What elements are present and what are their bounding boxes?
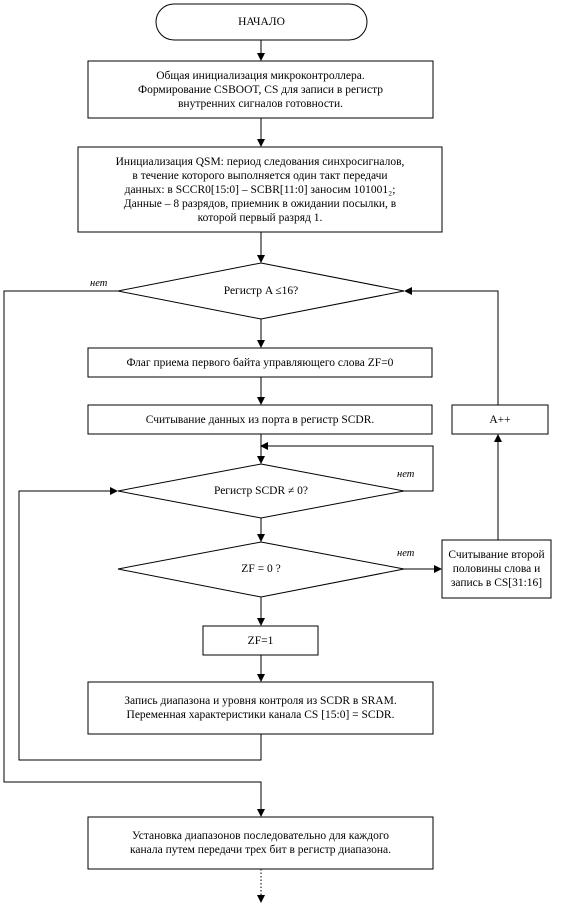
set-zf1-label: ZF=1: [247, 634, 274, 647]
init-mcu-label: Общая инициализация микроконтроллера. Формирование CSBOOT, CS для записи в регистр внутренних сигналов готовности.: [138, 69, 383, 110]
write-sram-label: Запись диапазона и уровня контроля из SCDR в SRAM. Переменная характеристики канала CS [15:0] = SCDR.: [124, 695, 397, 721]
init-qsm-label: Инициализация QSM: период следования синхросигналов, в течение которого выполняется один такт передачи данных: в SCCR0[15:0] – SCBR[11:0] заносим 101001₂; Данные – 8 разрядов, приемник в ожидании посылки, в которой первый разряд 1.: [115, 155, 405, 224]
read-second-label: Считывание второй половины слова и запись в CS[31:16]: [448, 549, 545, 589]
no-label-cond-a: нет: [90, 278, 108, 289]
start-label: НАЧАЛО: [238, 16, 285, 28]
cond-a-label: Регистр A ≤16?: [223, 285, 299, 297]
flag-zf0-label: Флаг приема первого байта управляющего слова ZF=0: [126, 356, 394, 369]
a-inc-label: A++: [489, 413, 511, 426]
cond-zf-label: ZF = 0 ?: [241, 563, 281, 575]
read-port-label: Считывание данных из порта в регистр SCDR.: [145, 413, 375, 426]
no-label-cond-zf: нет: [397, 548, 415, 559]
set-ranges-label: Установка диапазонов последовательно для каждого канала путем передачи трех бит в регистр диапазона.: [130, 830, 391, 856]
cond-scdr-label: Регистр SCDR ≠ 0?: [213, 485, 309, 497]
no-label-cond-scdr: нет: [397, 469, 415, 480]
